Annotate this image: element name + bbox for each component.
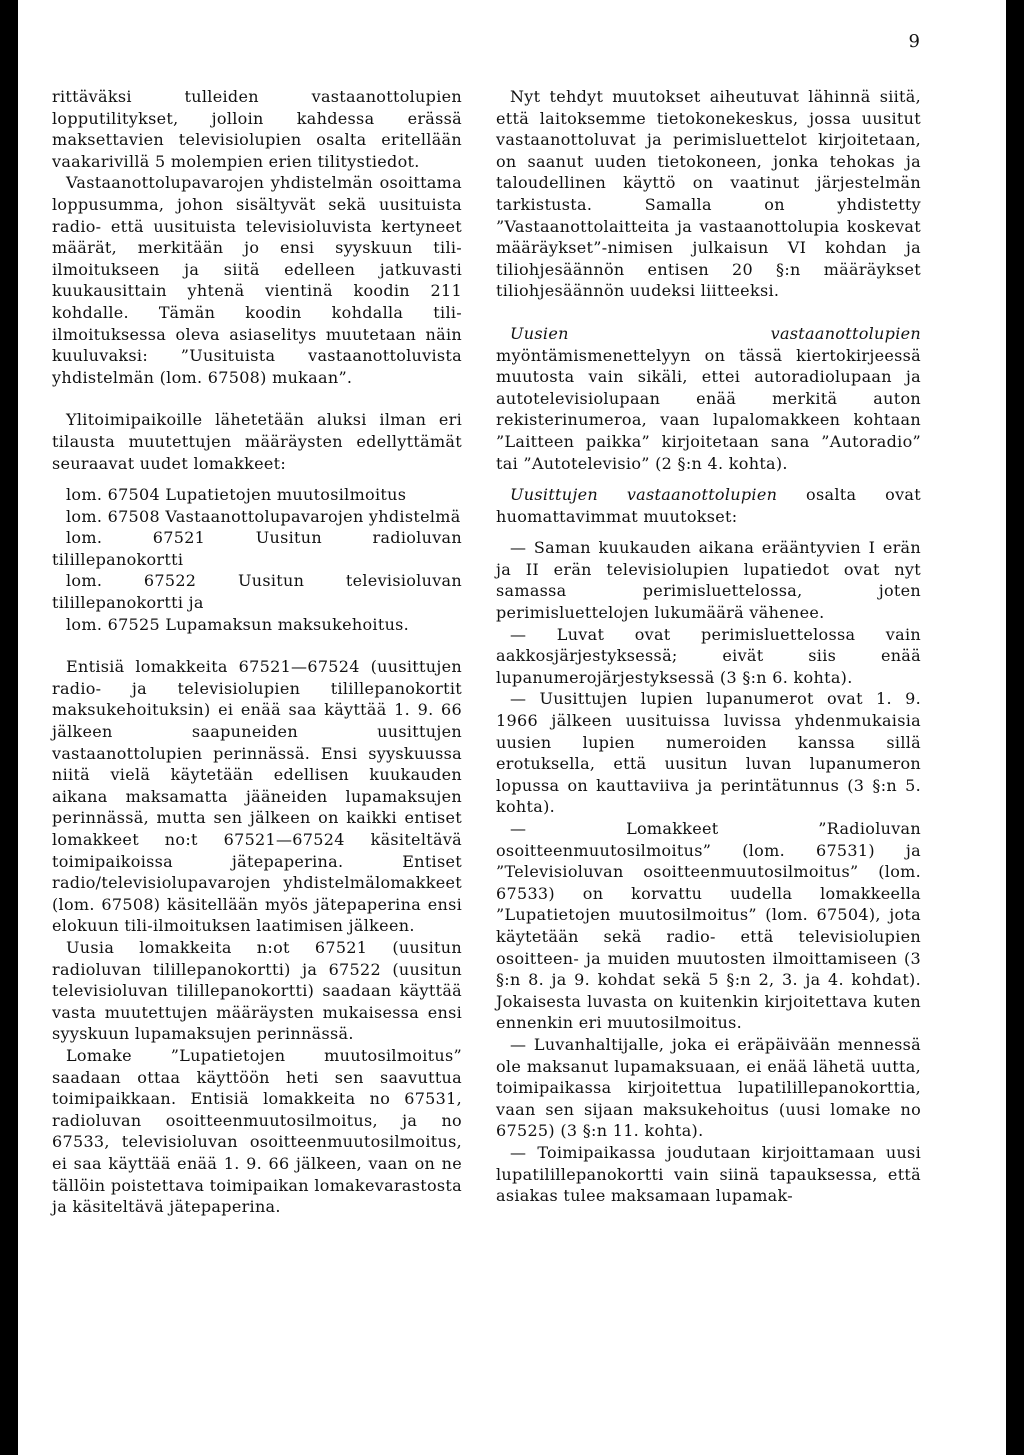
paragraph: Nyt tehdyt muutokset aiheutuvat lähinnä siitä, että laitoksemme tietokonekeskus, jossa uusitut vastaanottoluvat ja perimisluettelot kirjoitetaan, on saanut uuden tietokoneen, jonka tehokas ja taloudellinen käyttö on vaatinut järjestelmän tarkistusta. Samalla on yhdistetty ”Vastaanottolaitteita ja vastaanottolupia koskevat määräykset”-nimisen julkaisun VI kohdan ja tiliohjesäännön entisen 20 §:n määräykset tiliohjesäännön uudeksi liitteeksi. bbox=[496, 87, 921, 301]
paragraph: Vastaanottolupavarojen yhdistelmän osoittama loppusumma, johon sisältyvät sekä uusituista radio- että uusituista televisioluvista kertyneet määrät, merkitään jo ensi syyskuun tili-ilmoitukseen ja siitä edelleen jatkuvasti kuukausittain yhtenä vientinä koodin 211 kohdalle. Tämän koodin kohdalla tili-ilmoituksessa oleva asiaselitys muutetaan näin kuuluvaksi: ”Uusituista vastaanottoluvista yhdistelmän (lom. 67508) mukaan”. bbox=[52, 173, 462, 387]
list-item: — Uusittujen lupien lupanumerot ovat 1. 9. 1966 jälkeen uusituissa luvissa yhdenmukaisia uusien lupien numeroiden kanssa sillä erotuksella, että uusitun luvan lupanumeron lopussa on kauttaviiva ja perintätunnus (3 §:n 5. kohta). bbox=[496, 689, 921, 817]
paragraph: Uusia lomakkeita n:ot 67521 (uusitun radioluvan tilillepanokortti) ja 67522 (uusitun televisioluvan tilillepanokortti) saadaan käyttää vasta muutettujen määräysten mukaisessa ensi syyskuun lupamaksujen perinnässä. bbox=[52, 937, 462, 1044]
list-item: lom. 67504 Lupatietojen muutosilmoitus bbox=[66, 485, 407, 505]
left-column bbox=[52, 86, 462, 1218]
list-item: — Luvat ovat perimisluettelossa vain aakkosjärjestyksessä; eivät siis enää lupanumerojärjestyksessä (3 §:n 6. kohta). bbox=[496, 624, 921, 687]
list-item: — Luvanhaltijalle, joka ei eräpäivään mennessä ole maksanut lupamaksuaan, ei enää lähetä uutta, toimipaikassa kirjoitettua lupatilillepanokorttia, vaan sen sijaan maksukehoitus (uusi lomake no 67525) (3 §:n 11. kohta). bbox=[496, 1034, 921, 1141]
right-column bbox=[496, 86, 921, 1207]
paragraph bbox=[496, 484, 921, 527]
scan-border-right bbox=[1006, 0, 1024, 1455]
paragraph bbox=[496, 323, 921, 474]
paragraph-text: osalta ovat huomattavimmat muutokset: bbox=[496, 485, 921, 526]
paragraph-text: myöntämismenettelyyn on tässä kiertokirjeessä muutosta vain sikäli, ettei autoradiolupaan ja autotelevisiolupaan enää merkitä auton rekisterinumeroa, vaan lupalomakkeen kohtaan ”Laitteen paikka” kirjoitetaan sana ”Autoradio” tai ”Autotelevisio” (2 §:n 4. kohta). bbox=[496, 345, 921, 473]
list-item: lom. 67525 Lupamaksun maksukehoitus. bbox=[66, 614, 410, 634]
list-item: — Saman kuukauden aikana erääntyvien I erän ja II erän televisiolupien lupatiedot ovat nyt samassa perimisluettelossa, joten perimisluettelojen lukumäärä vähenee. bbox=[496, 538, 921, 623]
list-item: lom. 67508 Vastaanottolupavarojen yhdistelmä bbox=[66, 506, 461, 526]
list-item: — Toimipaikassa joudutaan kirjoittamaan uusi lupatilillepanokortti vain siinä tapauksessa, että asiakas tulee maksamaan lupamak- bbox=[496, 1142, 921, 1206]
list-item: lom. 67522 Uusitun televisioluvan tilillepanokortti ja bbox=[52, 571, 462, 613]
form-list bbox=[52, 484, 462, 635]
scan-border-left bbox=[0, 0, 18, 1455]
page-number: 9 bbox=[908, 31, 920, 52]
emphasis: Uusien vastaanottolupien bbox=[510, 323, 921, 343]
paragraph: Entisiä lomakkeita 67521—67524 (uusittujen radio- ja televisiolupien tilillepanokortit maksukehoituksin) ei enää saa käyttää 1. 9. 66 jälkeen saapuneiden uusittujen vastaanottolupien perinnässä. Ensi syyskuussa niitä vielä käytetään edellisen kuukauden aikana maksamatta jääneiden lupamaksujen perinnässä, mutta sen jälkeen on kaikki entiset lomakkeet no:t 67521—67524 käsiteltävä toimipaikoissa jätepaperina. Entiset radio/televisiolupavarojen yhdistelmälomakkeet (lom. 67508) käsitellään myös jätepaperina ensi elokuun tili-ilmoituksen laatimisen jälkeen. bbox=[52, 657, 462, 936]
emphasis: Uusittujen vastaanottolupien bbox=[510, 485, 778, 505]
paragraph: Lomake ”Lupatietojen muutosilmoitus” saadaan ottaa käyttöön heti sen saavuttua toimipaikkaan. Entisiä lomakkeita no 67531, radioluvan osoitteenmuutosilmoitus, ja no 67533, televisioluvan osoitteenmuutosilmoitus, ei saa käyttää enää 1. 9. 66 jälkeen, vaan on ne tällöin poistettava toimipaikan lomakevarastosta ja käsiteltävä jätepaperina. bbox=[52, 1045, 462, 1217]
list-item: — Lomakkeet ”Radioluvan osoitteenmuutosilmoitus” (lom. 67531) ja ”Televisioluvan osoitteenmuutosilmoitus” (lom. 67533) on korvattu uudella lomakkeella ”Lupatietojen muutosilmoitus” (lom. 67504), jota käytetään sekä radio- että televisiolupien osoitteen- ja muiden muutosten ilmoittamiseen (3 §:n 8. ja 9. kohdat sekä 5 §:n 2, 3. ja 4. kohdat). Jokaisesta luvasta on kuitenkin kirjoitettava kuten ennenkin eri muutosilmoitus. bbox=[496, 819, 921, 1033]
paragraph: rittäväksi tulleiden vastaanottolupien lopputilitykset, jolloin kahdessa erässä maksettavien televisiolupien osalta eritellään vaakarivillä 5 molempien erien tilitystiedot. bbox=[52, 87, 462, 171]
list-item: lom. 67521 Uusitun radioluvan tilillepanokortti bbox=[52, 528, 462, 569]
paragraph: Ylitoimipaikoille lähetetään aluksi ilman eri tilausta muutettujen määräysten edellyttämät seuraavat uudet lomakkeet: bbox=[52, 410, 462, 473]
